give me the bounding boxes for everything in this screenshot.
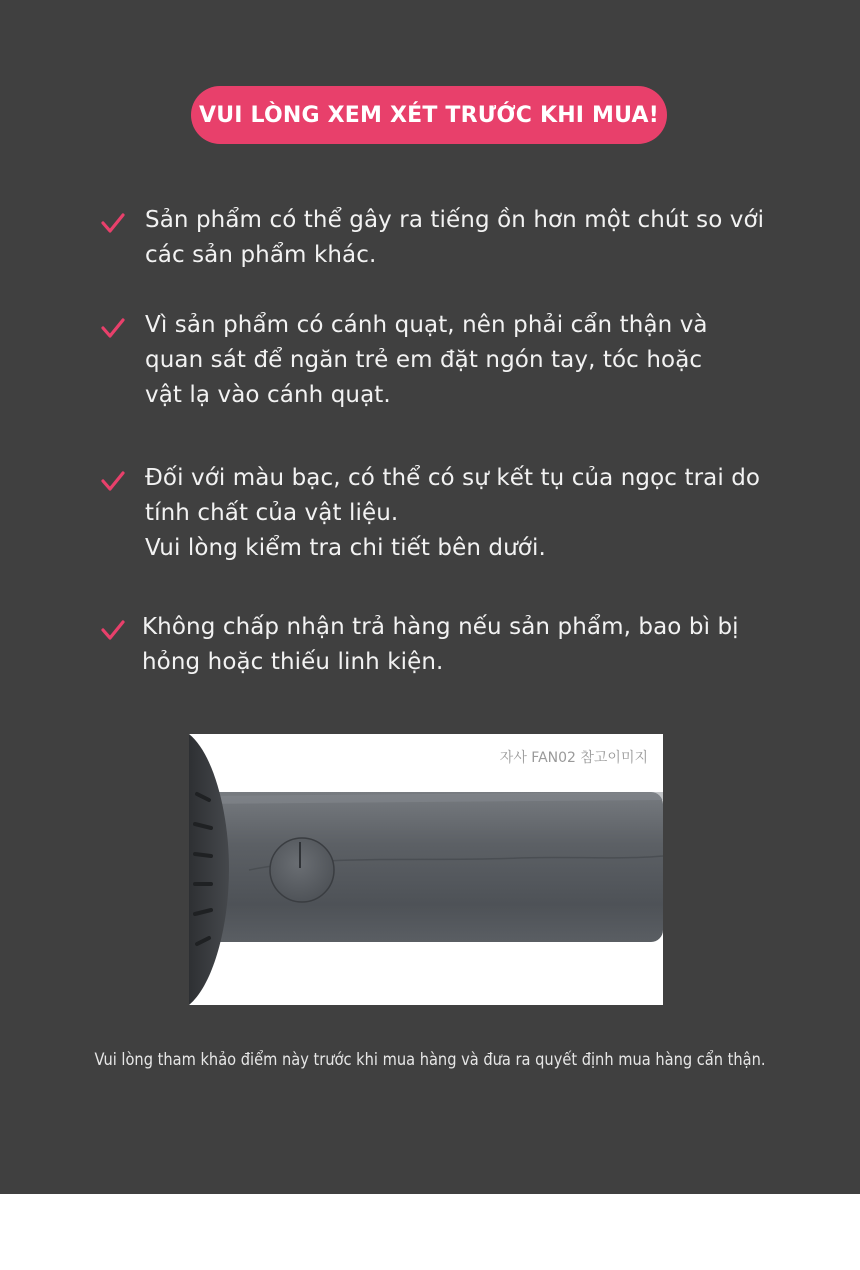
note-line: quan sát để ngăn trẻ em đặt ngón tay, tóc hoặc — [145, 347, 703, 373]
check-icon — [100, 618, 126, 642]
note-line: Không chấp nhận trả hàng nếu sản phẩm, bao bì bị — [142, 614, 739, 640]
note-text-1 — [145, 203, 764, 273]
check-icon — [100, 211, 126, 235]
note-text-4 — [142, 610, 739, 680]
note-line: hỏng hoặc thiếu linh kiện. — [142, 649, 444, 675]
notice-heading: VUI LÒNG XEM XÉT TRƯỚC KHI MUA! — [191, 86, 667, 144]
note-item-4 — [100, 610, 800, 680]
note-line: tính chất của vật liệu. — [145, 500, 399, 526]
image-watermark: 자사 FAN02 참고이미지 — [499, 750, 648, 766]
footnote: Vui lòng tham khảo điểm này trước khi mua hàng và đưa ra quyết định mua hàng cẩn thận. — [94, 1050, 766, 1070]
note-text-2 — [145, 308, 708, 413]
note-line: Vì sản phẩm có cánh quạt, nên phải cẩn thận và — [145, 312, 708, 338]
check-icon — [100, 316, 126, 340]
note-line: vật lạ vào cánh quạt. — [145, 382, 391, 408]
fan-handle-illustration — [189, 734, 663, 1005]
note-item-3 — [100, 461, 800, 566]
note-item-1 — [100, 203, 800, 273]
product-photo — [189, 734, 663, 1005]
note-line: Vui lòng kiểm tra chi tiết bên dưới. — [145, 535, 546, 561]
note-line: Đối với màu bạc, có thể có sự kết tụ của ngọc trai do — [145, 465, 761, 491]
note-text-3 — [145, 461, 760, 566]
check-icon — [100, 469, 126, 493]
note-item-2 — [100, 308, 800, 413]
note-line: Sản phẩm có thể gây ra tiếng ồn hơn một chút so với — [145, 207, 765, 233]
note-line: các sản phẩm khác. — [145, 242, 377, 268]
